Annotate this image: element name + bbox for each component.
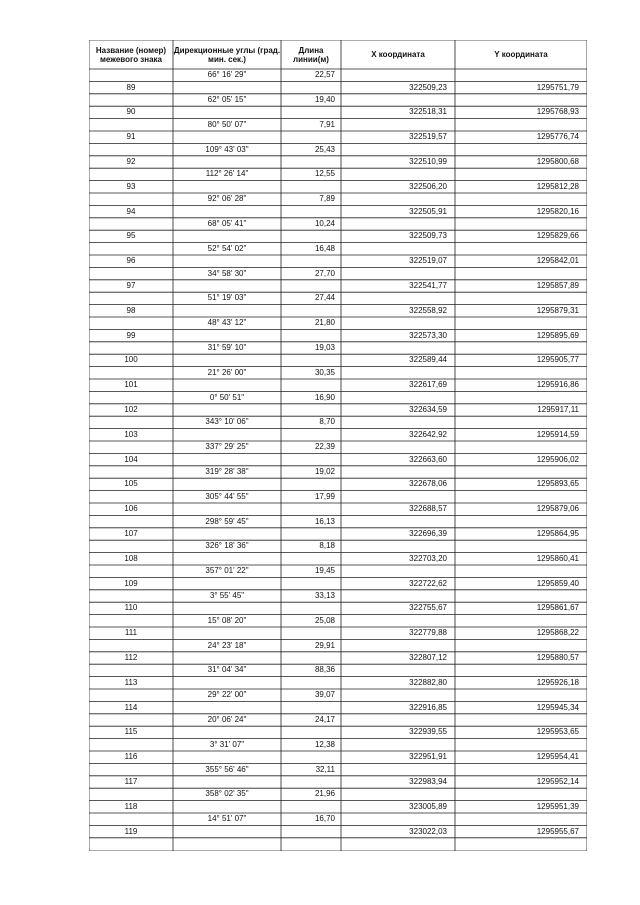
line-length-cell: 39,07 — [314, 690, 335, 700]
x-coordinate-cell: 322939,55 — [409, 727, 447, 737]
line-length-cell: 22,39 — [314, 442, 335, 452]
y-coordinate-cell: 1295868,22 — [536, 628, 579, 638]
point-name-cell: 92 — [126, 157, 136, 166]
line-length-cell: 7,91 — [319, 119, 335, 129]
line-length-cell: 22,57 — [314, 70, 335, 80]
direction-angle-cell: 31° 59' 10" — [207, 343, 247, 352]
direction-angle-cell: 52° 54' 02" — [207, 243, 247, 253]
x-coordinate-cell: 322678,06 — [409, 479, 447, 489]
line-length-cell: 19,45 — [314, 566, 335, 576]
y-coordinate-cell: 1295842,01 — [536, 256, 579, 266]
line-length-cell: 17,99 — [314, 491, 335, 501]
y-coordinate-cell: 1295861,67 — [536, 603, 579, 613]
y-coordinate-cell: 1295952,14 — [536, 777, 579, 786]
y-coordinate-cell: 1295945,34 — [536, 702, 579, 712]
point-name-cell: 94 — [126, 206, 136, 216]
direction-angle-cell: 15° 08' 20" — [207, 615, 247, 625]
line-length-cell: 8,70 — [319, 417, 335, 427]
point-name-cell: 108 — [124, 553, 138, 563]
line-length-cell: 12,55 — [314, 169, 335, 179]
point-name-cell: 90 — [126, 107, 136, 117]
direction-angle-cell: 20° 06' 24" — [207, 715, 247, 724]
point-name-cell: 104 — [124, 454, 138, 464]
y-coordinate-cell: 1295951,39 — [536, 801, 579, 811]
line-length-cell: 30,35 — [314, 367, 335, 377]
x-coordinate-cell: 322779,88 — [409, 628, 447, 638]
line-length-cell: 24,17 — [314, 715, 335, 724]
direction-angle-cell: 355° 56' 46" — [205, 764, 249, 774]
point-name-cell: 100 — [124, 355, 138, 365]
y-coordinate-cell: 1295916,86 — [536, 380, 579, 390]
direction-angle-cell: 29° 22' 00" — [207, 690, 247, 700]
direction-angle-cell: 51° 19' 03" — [207, 293, 247, 303]
direction-angle-cell: 14° 51' 07" — [207, 814, 247, 824]
direction-angle-cell: 21° 26' 00" — [207, 367, 247, 377]
y-coordinate-cell: 1295820,16 — [536, 206, 579, 216]
y-coordinate-cell: 1295864,95 — [536, 529, 579, 538]
point-name-cell: 105 — [124, 479, 138, 489]
direction-angle-cell: 31° 04' 34" — [207, 665, 247, 675]
y-coordinate-cell: 1295917,11 — [537, 405, 579, 414]
direction-angle-cell: 24° 23' 18" — [207, 640, 247, 650]
x-coordinate-cell: 322688,57 — [409, 504, 447, 514]
line-length-cell: 16,13 — [314, 516, 335, 526]
point-name-cell: 113 — [124, 677, 138, 687]
y-coordinate-cell: 1295905,77 — [536, 355, 579, 365]
direction-angle-cell: 112° 26' 14" — [205, 169, 249, 179]
x-coordinate-cell: 322510,99 — [409, 157, 447, 166]
line-length-cell: 10,24 — [314, 219, 335, 228]
line-length-cell: 19,03 — [314, 343, 335, 352]
y-coordinate-cell: 1295880,57 — [536, 653, 579, 662]
point-name-cell: 112 — [124, 653, 138, 662]
point-name-cell: 117 — [124, 777, 138, 786]
direction-angle-cell: 319° 28' 38" — [205, 467, 249, 476]
direction-angle-cell: 343° 10' 06" — [205, 417, 249, 427]
x-coordinate-cell: 322541,77 — [409, 281, 447, 290]
x-coordinate-cell: 322951,91 — [409, 752, 447, 762]
x-coordinate-cell: 323005,89 — [409, 801, 447, 811]
direction-angle-cell: 326° 18' 36" — [205, 541, 249, 551]
point-name-cell: 99 — [126, 330, 136, 340]
header-x-coordinate: X координата — [371, 50, 425, 59]
point-name-cell: 107 — [124, 529, 138, 538]
direction-angle-cell: 298° 59' 45" — [205, 516, 249, 526]
point-name-cell: 101 — [124, 380, 138, 390]
y-coordinate-cell: 1295768,93 — [536, 107, 579, 117]
direction-angle-cell: 34° 58' 30" — [207, 268, 247, 278]
line-length-cell: 21,96 — [314, 789, 335, 799]
point-name-cell: 115 — [124, 727, 138, 737]
x-coordinate-cell: 322506,20 — [409, 181, 447, 191]
line-length-cell: 25,08 — [314, 615, 335, 625]
point-name-cell: 118 — [124, 801, 138, 811]
direction-angle-cell: 80° 50' 07" — [207, 119, 247, 129]
y-coordinate-cell: 1295751,79 — [536, 82, 579, 92]
direction-angle-cell: 0° 50' 51" — [209, 392, 245, 402]
direction-angle-cell: 109° 43' 03" — [205, 144, 249, 154]
x-coordinate-cell: 322696,39 — [409, 529, 447, 538]
x-coordinate-cell: 322505,91 — [409, 206, 447, 216]
y-coordinate-cell: 1295893,65 — [536, 479, 579, 489]
x-coordinate-cell: 322573,30 — [409, 330, 447, 340]
y-coordinate-cell: 1295953,65 — [536, 727, 579, 737]
x-coordinate-cell: 322558,92 — [409, 305, 447, 315]
header-line-length: Длина линии(м) — [293, 45, 329, 64]
line-length-cell: 16,90 — [314, 392, 335, 402]
direction-angle-cell: 68° 05' 41" — [207, 219, 247, 228]
point-name-cell: 111 — [124, 628, 138, 638]
direction-angle-cell: 3° 55' 45" — [209, 591, 245, 600]
line-length-cell: 19,02 — [314, 467, 335, 476]
x-coordinate-cell: 323022,03 — [409, 826, 447, 836]
point-name-cell: 96 — [126, 256, 136, 266]
point-name-cell: 109 — [124, 578, 138, 588]
direction-angle-cell: 62° 05' 15" — [207, 95, 247, 104]
point-name-cell: 102 — [124, 405, 138, 414]
line-length-cell: 27,44 — [314, 293, 335, 303]
line-length-cell: 16,70 — [314, 814, 335, 824]
point-name-cell: 98 — [126, 305, 136, 315]
line-length-cell: 16,48 — [314, 243, 335, 253]
y-coordinate-cell: 1295800,68 — [536, 157, 579, 166]
point-name-cell: 91 — [126, 132, 136, 142]
x-coordinate-cell: 322882,80 — [409, 677, 447, 687]
line-length-cell: 25,43 — [314, 144, 335, 154]
direction-angle-cell: 305° 44' 55" — [205, 491, 249, 501]
y-coordinate-cell: 1295955,67 — [536, 826, 579, 836]
direction-angle-cell: 66° 16' 29" — [207, 70, 247, 80]
point-name-cell: 119 — [124, 826, 138, 836]
header-y-coordinate: Y координата — [494, 50, 548, 59]
line-length-cell: 21,80 — [314, 318, 335, 328]
x-coordinate-cell: 322642,92 — [409, 429, 447, 439]
y-coordinate-cell: 1295829,66 — [536, 231, 579, 241]
point-name-cell: 110 — [124, 603, 138, 613]
line-length-cell: 88,36 — [314, 665, 335, 675]
point-name-cell: 116 — [124, 752, 138, 762]
point-name-cell: 106 — [124, 504, 138, 514]
y-coordinate-cell: 1295914,59 — [536, 429, 579, 439]
y-coordinate-cell: 1295879,31 — [536, 305, 579, 315]
point-name-cell: 114 — [124, 702, 138, 712]
line-length-cell: 27,70 — [314, 268, 335, 278]
y-coordinate-cell: 1295895,69 — [536, 330, 579, 340]
line-length-cell: 32,11 — [315, 764, 335, 774]
x-coordinate-cell: 322589,44 — [409, 355, 447, 365]
point-name-cell: 93 — [126, 181, 136, 191]
point-name-cell: 89 — [126, 82, 136, 92]
line-length-cell: 12,38 — [314, 739, 335, 749]
line-length-cell: 8,18 — [319, 541, 335, 551]
x-coordinate-cell: 322519,07 — [409, 256, 447, 266]
point-name-cell: 97 — [126, 281, 136, 290]
y-coordinate-cell: 1295857,89 — [536, 281, 579, 290]
direction-angle-cell: 48° 43' 12" — [207, 318, 247, 328]
x-coordinate-cell: 322703,20 — [409, 553, 447, 563]
header-point-name: Название (номер) межевого знака — [95, 45, 167, 64]
direction-angle-cell: 357° 01' 22" — [205, 566, 249, 576]
direction-angle-cell: 3° 31' 07" — [209, 739, 245, 749]
header-direction-angle: Дирекционные углы (град. мин. сек.) — [173, 45, 281, 64]
y-coordinate-cell: 1295776,74 — [536, 132, 579, 142]
y-coordinate-cell: 1295812,28 — [536, 181, 579, 191]
x-coordinate-cell: 322509,73 — [409, 231, 447, 241]
direction-angle-cell: 92° 06' 28" — [207, 194, 247, 204]
y-coordinate-cell: 1295906,02 — [536, 454, 579, 464]
x-coordinate-cell: 322755,67 — [409, 603, 447, 613]
x-coordinate-cell: 322722,62 — [409, 578, 447, 588]
x-coordinate-cell: 322634,59 — [409, 405, 447, 414]
line-length-cell: 19,40 — [314, 95, 335, 104]
y-coordinate-cell: 1295879,06 — [536, 504, 579, 514]
point-name-cell: 103 — [124, 429, 138, 439]
x-coordinate-cell: 322617,69 — [409, 380, 447, 390]
x-coordinate-cell: 322807,12 — [409, 653, 447, 662]
y-coordinate-cell: 1295926,18 — [536, 677, 579, 687]
x-coordinate-cell: 322518,31 — [409, 107, 447, 117]
x-coordinate-cell: 322509,23 — [409, 82, 447, 92]
direction-angle-cell: 358° 02' 35" — [205, 789, 249, 799]
line-length-cell: 7,89 — [319, 194, 335, 204]
line-length-cell: 33,13 — [314, 591, 335, 600]
x-coordinate-cell: 322663,60 — [409, 454, 447, 464]
line-length-cell: 29,91 — [314, 640, 335, 650]
coordinates-table — [89, 40, 587, 851]
y-coordinate-cell: 1295860,41 — [536, 553, 579, 563]
point-name-cell: 95 — [126, 231, 136, 241]
x-coordinate-cell: 322519,57 — [409, 132, 447, 142]
direction-angle-cell: 337° 29' 25" — [205, 442, 249, 452]
y-coordinate-cell: 1295859,40 — [536, 578, 579, 588]
x-coordinate-cell: 322916,85 — [409, 702, 447, 712]
y-coordinate-cell: 1295954,41 — [536, 752, 579, 762]
x-coordinate-cell: 322983,94 — [409, 777, 447, 786]
